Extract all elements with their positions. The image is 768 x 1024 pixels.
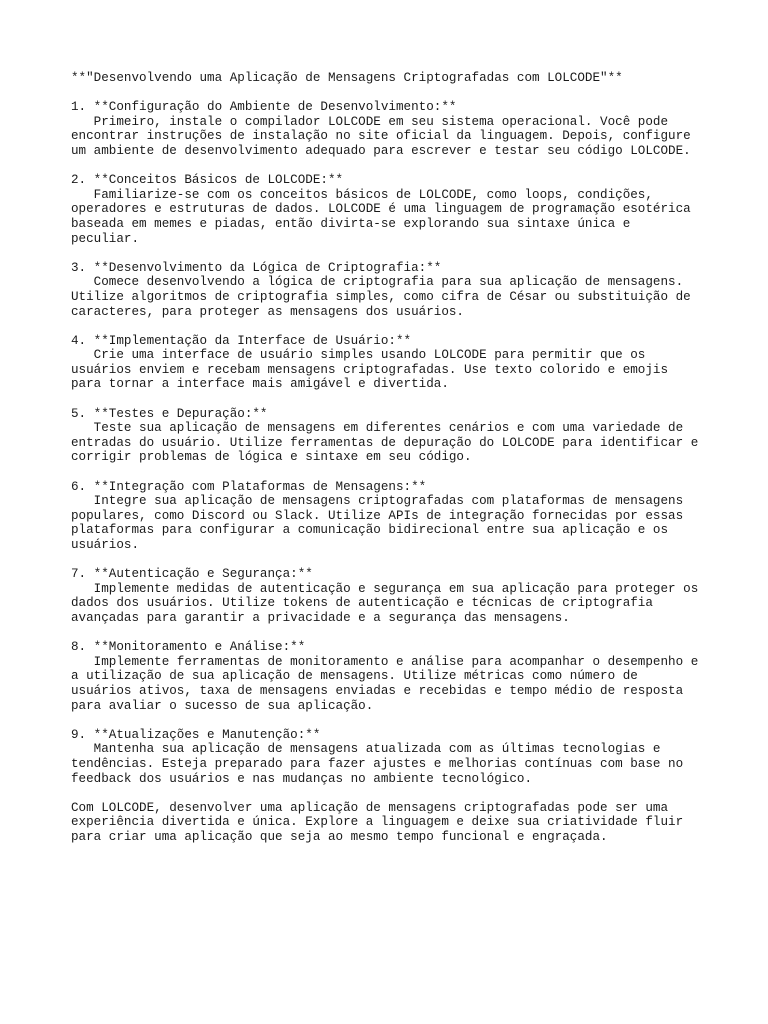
conclusion-line: Com LOLCODE, desenvolver uma aplicação de mensagens criptografadas pode ser uma (71, 800, 669, 815)
section-1 (71, 100, 731, 158)
section-line: corrigir problemas de lógica e sintaxe em seu código. (71, 450, 472, 465)
section-line: um ambiente de desenvolvimento adequado para escrever e testar seu código LOLCODE. (71, 143, 691, 158)
section-line: peculiar. (71, 231, 140, 246)
section-5 (71, 407, 731, 465)
section-heading: 2. **Conceitos Básicos de LOLCODE:** (71, 173, 344, 188)
section-line: feedback dos usuários e nas mudanças no ambiente tecnológico. (71, 771, 533, 786)
section-line: a utilização de sua aplicação de mensagens. Utilize métricas como número de (71, 669, 638, 684)
section-line: Utilize algoritmos de criptografia simples, como cifra de César ou substituição de (71, 289, 691, 304)
section-9 (71, 728, 731, 786)
conclusion-line: experiência divertida e única. Explore a linguagem e deixe sua criatividade fluir (71, 815, 684, 830)
section-line: operadores e estruturas de dados. LOLCODE é uma linguagem de programação esotérica (71, 202, 691, 217)
section-line: baseada em memes e piadas, então divirta-se explorando sua sintaxe única e (71, 216, 631, 231)
section-heading: 8. **Monitoramento e Análise:** (71, 640, 306, 655)
spacer (71, 86, 731, 101)
spacer (71, 553, 731, 568)
section-line: usuários ativos, taxa de mensagens enviadas e recebidas e tempo médio de resposta (71, 683, 684, 698)
spacer (71, 159, 731, 174)
section-line: para tornar a interface mais amigável e divertida. (71, 377, 449, 392)
section-3 (71, 261, 731, 319)
section-line: usuários enviem e recebam mensagens criptografadas. Use texto colorido e emojis (71, 362, 669, 377)
section-line: Implemente medidas de autenticação e segurança em sua aplicação para proteger os (71, 581, 699, 596)
section-7 (71, 567, 731, 625)
section-line: plataformas para configurar a comunicação bidirecional entre sua aplicação e os (71, 523, 669, 538)
spacer (71, 246, 731, 261)
section-line: para avaliar o sucesso de sua aplicação. (71, 698, 374, 713)
section-line: Comece desenvolvendo a lógica de criptografia para sua aplicação de mensagens. (71, 275, 684, 290)
section-line: tendências. Esteja preparado para fazer ajustes e melhorias contínuas com base no (71, 756, 684, 771)
section-heading: 4. **Implementação da Interface de Usuário:** (71, 333, 412, 348)
section-line: dados dos usuários. Utilize tokens de autenticação e técnicas de criptografia (71, 596, 653, 611)
document-page (71, 71, 731, 844)
spacer (71, 713, 731, 728)
section-heading: 7. **Autenticação e Segurança:** (71, 567, 313, 582)
document-title: **"Desenvolvendo uma Aplicação de Mensagens Criptografadas com LOLCODE"** (71, 71, 623, 85)
section-line: Mantenha sua aplicação de mensagens atualizada com as últimas tecnologias e (71, 742, 661, 757)
spacer (71, 786, 731, 801)
section-line: caracteres, para proteger as mensagens dos usuários. (71, 304, 464, 319)
conclusion-line: para criar uma aplicação que seja ao mesmo tempo funcional e engraçada. (71, 829, 608, 844)
section-line: encontrar instruções de instalação no site oficial da linguagem. Depois, configure (71, 129, 691, 144)
section-line: Crie uma interface de usuário simples usando LOLCODE para permitir que os (71, 348, 646, 363)
section-line: entradas do usuário. Utilize ferramentas de depuração do LOLCODE para identificar e (71, 435, 699, 450)
section-4 (71, 334, 731, 392)
section-heading: 9. **Atualizações e Manutenção:** (71, 727, 321, 742)
section-heading: 5. **Testes e Depuração:** (71, 406, 268, 421)
section-heading: 3. **Desenvolvimento da Lógica de Criptografia:** (71, 260, 442, 275)
spacer (71, 465, 731, 480)
section-line: usuários. (71, 538, 140, 552)
section-8 (71, 640, 731, 713)
section-heading: 1. **Configuração do Ambiente de Desenvolvimento:** (71, 100, 457, 115)
section-line: Primeiro, instale o compilador LOLCODE em seu sistema operacional. Você pode (71, 114, 669, 129)
section-line: Familiarize-se com os conceitos básicos de LOLCODE, como loops, condições, (71, 187, 653, 202)
section-line: Integre sua aplicação de mensagens criptografadas com plataformas de mensagens (71, 494, 684, 509)
section-line: Implemente ferramentas de monitoramento e análise para acompanhar o desempenho e (71, 654, 699, 669)
spacer (71, 392, 731, 407)
section-line: avançadas para garantir a privacidade e a segurança das mensagens. (71, 610, 570, 625)
spacer (71, 319, 731, 334)
conclusion (71, 801, 731, 845)
section-line: populares, como Discord ou Slack. Utilize APIs de integração fornecidas por essas (71, 508, 684, 523)
section-heading: 6. **Integração com Plataformas de Mensagens:** (71, 479, 427, 494)
section-6 (71, 480, 731, 553)
section-line: Teste sua aplicação de mensagens em diferentes cenários e com uma variedade de (71, 421, 684, 436)
section-2 (71, 173, 731, 246)
spacer (71, 626, 731, 641)
